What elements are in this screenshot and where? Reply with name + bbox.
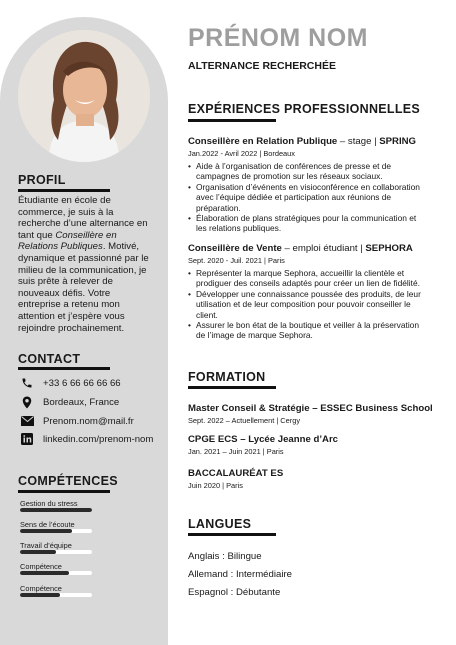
mail-icon: [20, 414, 34, 428]
education-section-title: FORMATION: [188, 370, 266, 384]
education-meta: Sept. 2022 – Actuellement | Cergy: [188, 416, 301, 425]
skill-bar-fill: [20, 550, 56, 554]
contact-location: [20, 395, 119, 409]
education-title-underline: [188, 386, 276, 389]
experience-title-underline: [188, 119, 276, 122]
experience-bullet: • Élaboration de plans stratégiques pour la communication et les relations publiques.: [188, 213, 424, 234]
language-item: Anglais : Bilingue: [188, 551, 262, 562]
education-item: [188, 468, 438, 490]
skill-bar: [20, 508, 92, 512]
contact-section-title: CONTACT: [18, 352, 81, 366]
experience-heading: Conseillère en Relation Publique – stage | SPRING: [188, 136, 417, 147]
contact-linkedin: [20, 432, 153, 446]
skill-bar: [20, 571, 92, 575]
experience-bullet: • Organisation d’événents en visioconférence en collaboration avec l’équipe dédiée et participation aux réunions de préparation.: [188, 182, 424, 213]
experience-item: [188, 243, 424, 341]
contact-linkedin-text[interactable]: linkedin.com/prenom-nom: [43, 433, 154, 445]
experience-meta: Sept. 2020 - Juil. 2021 | Paris: [188, 256, 285, 265]
experience-section-title: EXPÉRIENCES PROFESSIONNELLES: [188, 102, 421, 116]
candidate-name: PRÉNOM NOM: [188, 24, 368, 52]
experience-bullet: • Assurer le bon état de la boutique et veiller à la préservation de l’image de marque Sephora.: [188, 320, 424, 341]
education-degree: Master Conseil & Stratégie – ESSEC Business School: [188, 403, 433, 414]
education-degree: BACCALAURÉAT ES: [188, 468, 284, 479]
language-item: Allemand : Intermédiaire: [188, 569, 292, 580]
experience-bullet: • Représenter la marque Sephora, accueillir la clientèle et prodiguer des conseils adaptés pour créer un lien de fidélité.: [188, 268, 424, 289]
contact-phone: [20, 376, 121, 390]
contact-email: [20, 414, 134, 428]
profile-photo-illustration: [18, 30, 150, 162]
skill-bar: [20, 529, 92, 533]
location-pin-icon: [20, 395, 34, 409]
profile-photo: [18, 30, 150, 162]
languages-section-title: LANGUES: [188, 517, 252, 531]
experience-bullet: • Aide à l’organisation de conférences de presse et de campagnes de promotion sur les réseaux sociaux.: [188, 161, 424, 182]
skill-bar: [20, 593, 92, 597]
skill-label: Travail d’équipe: [20, 541, 72, 550]
skill-bar-fill: [20, 571, 69, 575]
experience-meta: Jan.2022 - Avril 2022 | Bordeaux: [188, 149, 295, 158]
skill-bar-fill: [20, 529, 72, 533]
education-meta: Jan. 2021 – Juin 2021 | Paris: [188, 447, 284, 456]
skill-bar-fill: [20, 508, 92, 512]
languages-title-underline: [188, 533, 276, 536]
education-item: [188, 403, 438, 425]
skills-section-title: COMPÉTENCES: [18, 474, 118, 488]
profile-text: Étudiante en école de commerce, je suis à la recherche d’une alternance en tant que Conseillère en Relations Publiques. Motivé, dynamique et passionné par le milieu de la communication, je suis prête à relever de nouveaux défis. Votre entreprise a retenu mon attention et j’espère vous rejoindre prochainement.: [18, 195, 149, 334]
education-degree: CPGE ECS – Lycée Jeanne d’Arc: [188, 434, 339, 445]
experience-bullet: • Développer une connaissance poussée des produits, de leur utilisation et de leur composition pour pouvoir conseiller le client.: [188, 289, 424, 320]
linkedin-icon: [20, 432, 34, 446]
candidate-subtitle: ALTERNANCE RECHERCHÉE: [188, 60, 336, 72]
contact-location-text: Bordeaux, France: [43, 396, 120, 408]
skill-bar: [20, 550, 92, 554]
experience-bullets: [188, 268, 424, 341]
skill-bar-fill: [20, 593, 60, 597]
phone-icon: [20, 376, 34, 390]
education-item: [188, 434, 438, 456]
contact-email-text[interactable]: Prenom.nom@mail.fr: [43, 415, 134, 427]
experience-item: [188, 136, 424, 234]
profile-title-underline: [18, 189, 110, 192]
skills-title-underline: [18, 490, 110, 493]
contact-phone-text[interactable]: +33 6 66 66 66 66: [43, 377, 121, 389]
skill-label: Compétence: [20, 562, 62, 571]
experience-bullets: [188, 161, 424, 234]
language-item: Espagnol : Débutante: [188, 587, 281, 598]
experience-heading: Conseillère de Vente – emploi étudiant | SEPHORA: [188, 243, 413, 254]
skill-label: Compétence: [20, 584, 62, 593]
contact-title-underline: [18, 367, 110, 370]
skill-label: Sens de l’écoute: [20, 520, 75, 529]
skill-label: Gestion du stress: [20, 499, 78, 508]
education-meta: Juin 2020 | Paris: [188, 481, 243, 490]
profile-section-title: PROFIL: [18, 173, 66, 187]
